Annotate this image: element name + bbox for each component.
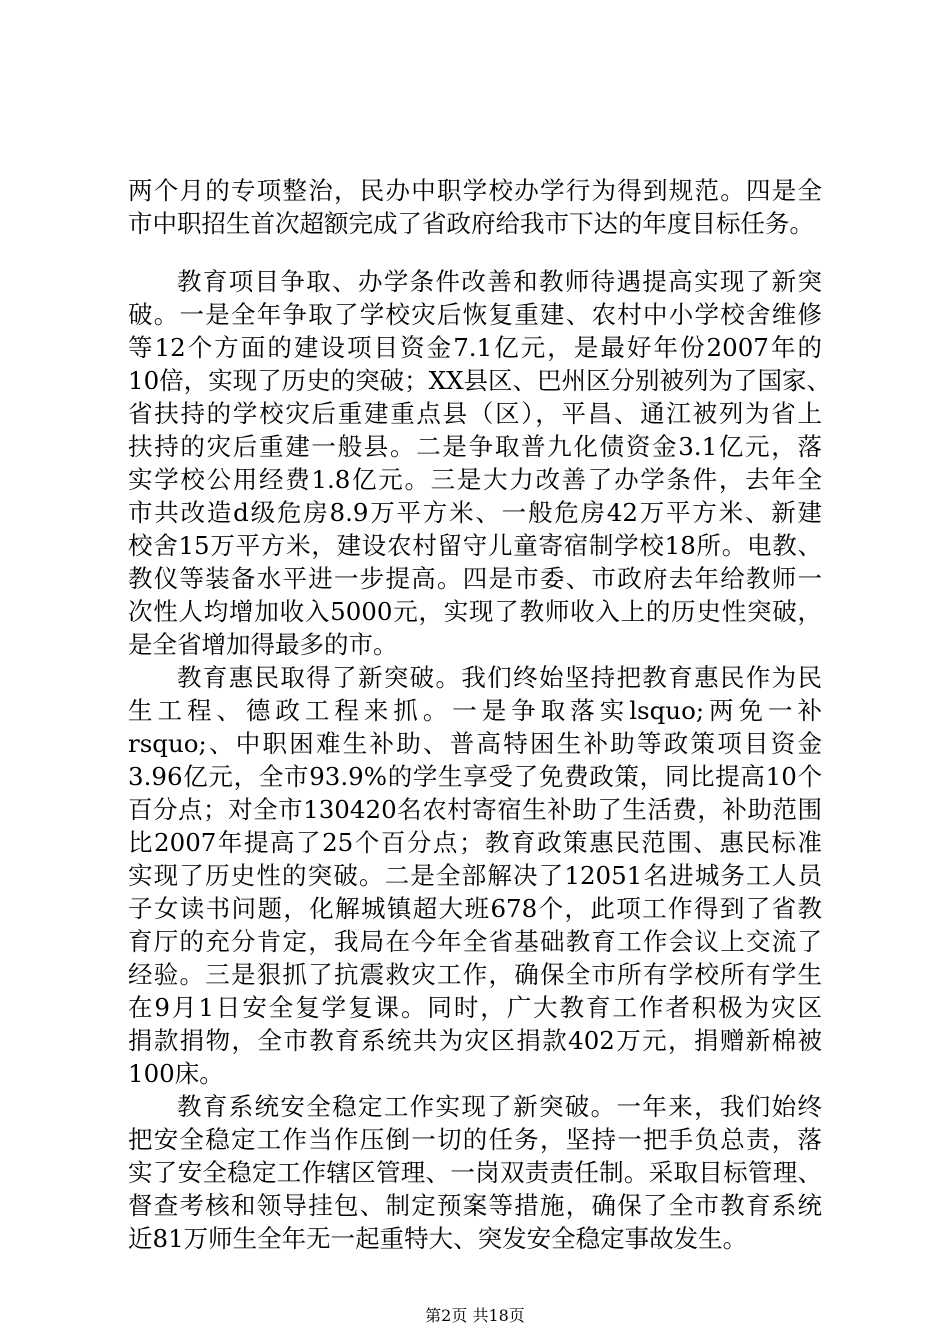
text-line: 100床。 [128, 1059, 224, 1088]
text-line: 经验。三是狠抓了抗震救灾工作，确保全市所有学校所有学生 [128, 960, 822, 989]
text-line: 捐款捐物，全市教育系统共为灾区捐款402万元，捐赠新棉被 [128, 1026, 822, 1055]
text-line: 把安全稳定工作当作压倒一切的任务，坚持一把手负总责，落 [128, 1125, 822, 1154]
text-line: 比2007年提高了25个百分点；教育政策惠民范围、惠民标准 [128, 828, 822, 857]
text-line: 市共改造d级危房8.9万平方米、一般危房42万平方米、新建 [128, 498, 822, 527]
text-line: 实学校公用经费1.8亿元。三是大力改善了办学条件，去年全 [128, 465, 822, 494]
text-line: 10倍，实现了历史的突破；XX县区、巴州区分别被列为了国家、 [128, 366, 832, 395]
page-number-footer: 第2页 共18页 [425, 1306, 525, 1325]
text-line: 督查考核和领导挂包、制定预案等措施，确保了全市教育系统 [128, 1191, 822, 1220]
paragraph-start-line: 教育系统安全稳定工作实现了新突破。一年来，我们始终 [177, 1092, 822, 1121]
text-line: 省扶持的学校灾后重建重点县（区），平昌、通江被列为省上 [128, 399, 822, 428]
text-line: 子女读书问题，化解城镇超大班678个，此项工作得到了省教 [128, 894, 822, 923]
text-line: 生工程、德政工程来抓。一是争取落实lsquo;两免一补 [128, 696, 822, 725]
text-line: 百分点；对全市130420名农村寄宿生补助了生活费，补助范围 [128, 795, 822, 824]
text-line: 扶持的灾后重建一般县。二是争取普九化债资金3.1亿元，落 [128, 432, 822, 461]
text-line: 3.96亿元，全市93.9%的学生享受了免费政策，同比提高10个 [128, 762, 822, 791]
text-line: 教仪等装备水平进一步提高。四是市委、市政府去年给教师一 [128, 564, 822, 593]
text-line: 育厅的充分肯定，我局在今年全省基础教育工作会议上交流了 [128, 927, 822, 956]
text-line: 两个月的专项整治，民办中职学校办学行为得到规范。四是全 [128, 176, 822, 205]
text-line: rsquo;、中职困难生补助、普高特困生补助等政策项目资金 [128, 729, 822, 758]
text-line: 是全省增加得最多的市。 [128, 630, 398, 659]
paragraph-start-line: 教育项目争取、办学条件改善和教师待遇提高实现了新突 [177, 267, 822, 296]
text-line: 市中职招生首次超额完成了省政府给我市下达的年度目标任务。 [128, 209, 814, 238]
text-line: 破。一是全年争取了学校灾后恢复重建、农村中小学校舍维修 [128, 300, 822, 329]
text-line: 校舍15万平方米，建设农村留守儿童寄宿制学校18所。电教、 [128, 531, 822, 560]
paragraph-start-line: 教育惠民取得了新突破。我们终始坚持把教育惠民作为民 [177, 663, 822, 692]
text-line: 近81万师生全年无一起重特大、突发安全稳定事故发生。 [128, 1224, 748, 1253]
text-line: 实现了历史性的突破。二是全部解决了12051名进城务工人员 [128, 861, 822, 890]
text-line: 等12个方面的建设项目资金7.1亿元，是最好年份2007年的 [128, 333, 822, 362]
text-line: 次性人均增加收入5000元，实现了教师收入上的历史性突破， [128, 597, 822, 626]
text-line: 实了安全稳定工作辖区管理、一岗双责责任制。采取目标管理、 [128, 1158, 822, 1187]
text-line: 在9月1日安全复学复课。同时，广大教育工作者积极为灾区 [128, 993, 822, 1022]
